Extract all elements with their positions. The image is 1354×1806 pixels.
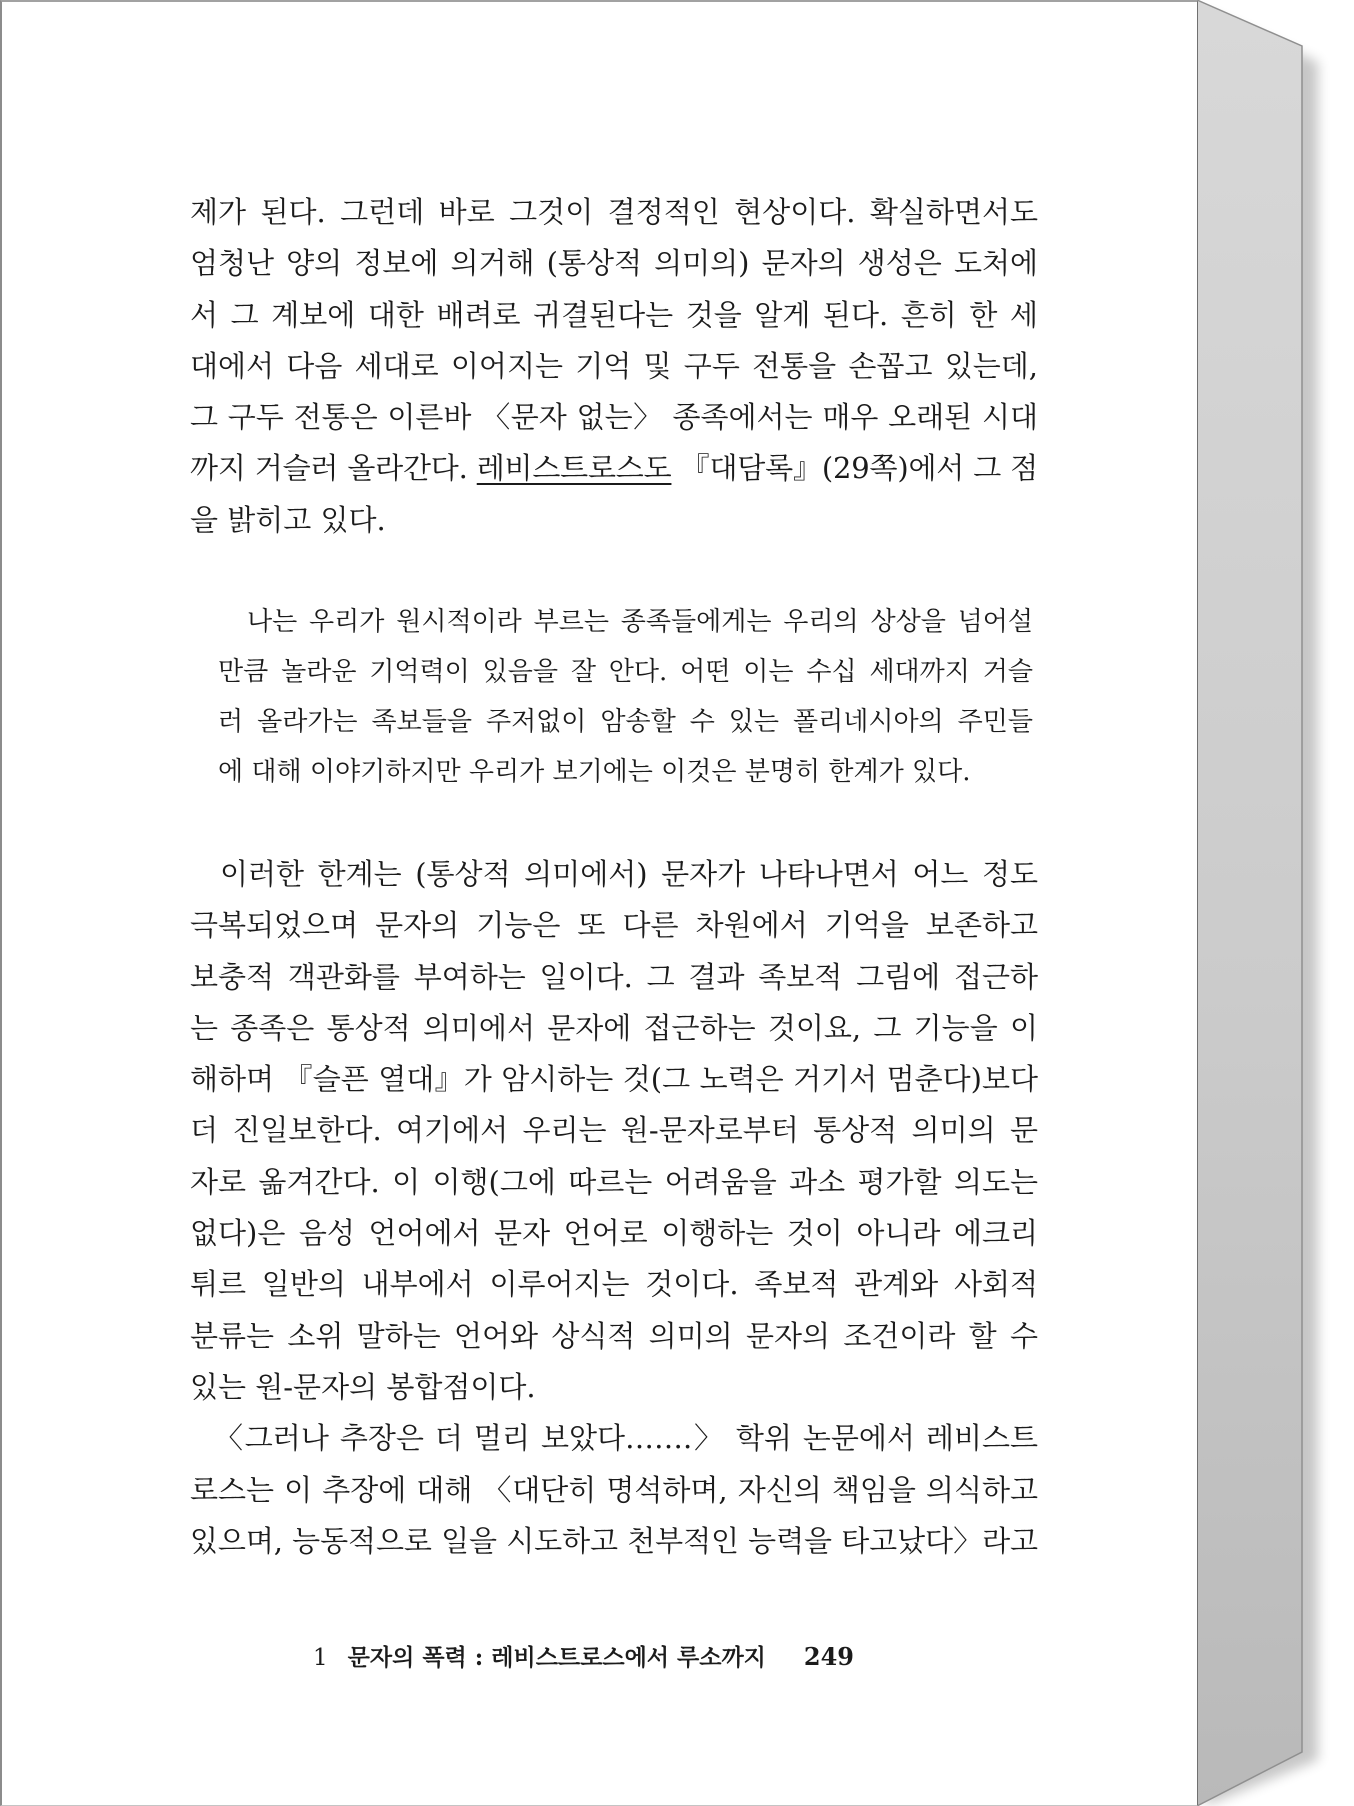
body-text-line: 대에서 다음 세대로 이어지는 기억 및 구두 전통을 손꼽고 있는데, [190,348,1038,383]
page-number: 249 [803,1642,854,1671]
body-text-line: 해하며 『슬픈 열대』가 암시하는 것(그 노력은 거기서 멈춘다)보다 [190,1062,1038,1097]
quote-line: 나는 우리가 원시적이라 부르는 종족들에게는 우리의 상상을 넘어설 [247,607,1033,637]
quote-line: 에 대해 이야기하지만 우리가 보기에는 이것은 분명히 한계가 있다. [218,757,971,787]
line-text: 까지 거슬러 올라간다. [190,451,477,486]
quote-line: 러 올라가는 족보들을 주저없이 암송할 수 있는 폴리네시아의 주민들 [218,707,1033,737]
body-text-line: 있으며, 능동적으로 일을 시도하고 천부적인 능력을 타고났다〉라고 [190,1523,1038,1558]
book-side [1197,0,1302,1806]
body-text-line: 분류는 소위 말하는 언어와 상식적 의미의 문자의 조건이라 할 수 [190,1318,1038,1353]
running-title: 문자의 폭력 : 레비스트로스에서 루소까지 [347,1644,766,1671]
body-text-line: 서 그 계보에 대한 배려로 귀결된다는 것을 알게 된다. 흔히 한 세 [190,297,1038,332]
underlined-author-name: 레비스트로스도 [476,451,672,486]
body-text-line: 없다)은 음성 언어에서 문자 언어로 이행하는 것이 아니라 에크리 [190,1216,1038,1251]
chapter-number: 1 [313,1645,328,1671]
body-text-line: 그 구두 전통은 이른바 〈문자 없는〉 종족에서는 매우 오래된 시대 [190,400,1038,435]
body-text-line: 더 진일보한다. 여기에서 우리는 원-문자로부터 통상적 의미의 문 [190,1113,1038,1148]
body-text-line: 극복되었으며 문자의 기능은 또 다른 차원에서 기억을 보존하고 [190,908,1038,943]
body-text-line: 〈그러나 추장은 더 멀리 보았다…….〉 학위 논문에서 레비스트 [214,1421,1038,1456]
body-text-line: 제가 된다. 그런데 바로 그것이 결정적인 현상이다. 확실하면서도 [190,195,1038,229]
body-text-line: 자로 옮겨간다. 이 이행(그에 따르는 어려움을 과소 평가할 의도는 [190,1164,1038,1199]
paragraph [190,187,1038,546]
body-text-line: 보충적 객관화를 부여하는 일이다. 그 결과 족보적 그림에 접근하 [190,959,1038,994]
body-text-line: 을 밝히고 있다. [190,502,386,537]
body-text-line [190,443,1038,494]
body-text-line: 엄청난 양의 정보에 의거해 (통상적 의미의) 문자의 생성은 도처에 [190,246,1038,281]
quote-line: 만큼 놀라운 기억력이 있음을 잘 안다. 어떤 이는 수십 세대까지 거슬 [218,657,1033,687]
body-text-line: 있는 원-문자의 봉합점이다. [190,1369,536,1404]
line-text: 『대담록』(29쪽)에서 그 점 [671,451,1038,486]
body-text-line: 튀르 일반의 내부에서 이루어지는 것이다. 족보적 관계와 사회적 [190,1267,1038,1302]
page-footer [313,1641,854,1673]
body-text-line: 는 종족은 통상적 의미에서 문자에 접근하는 것이요, 그 기능을 이 [190,1010,1038,1045]
paragraph [190,849,1038,1413]
block-quote [218,597,1033,797]
paragraph [190,1413,1038,1567]
body-text-line: 이러한 한계는 (통상적 의미에서) 문자가 나타나면서 어느 정도 [220,857,1038,891]
body-text-line: 로스는 이 추장에 대해 〈대단히 명석하며, 자신의 책임을 의식하고 [190,1472,1038,1507]
body-text-column [190,849,1038,1567]
